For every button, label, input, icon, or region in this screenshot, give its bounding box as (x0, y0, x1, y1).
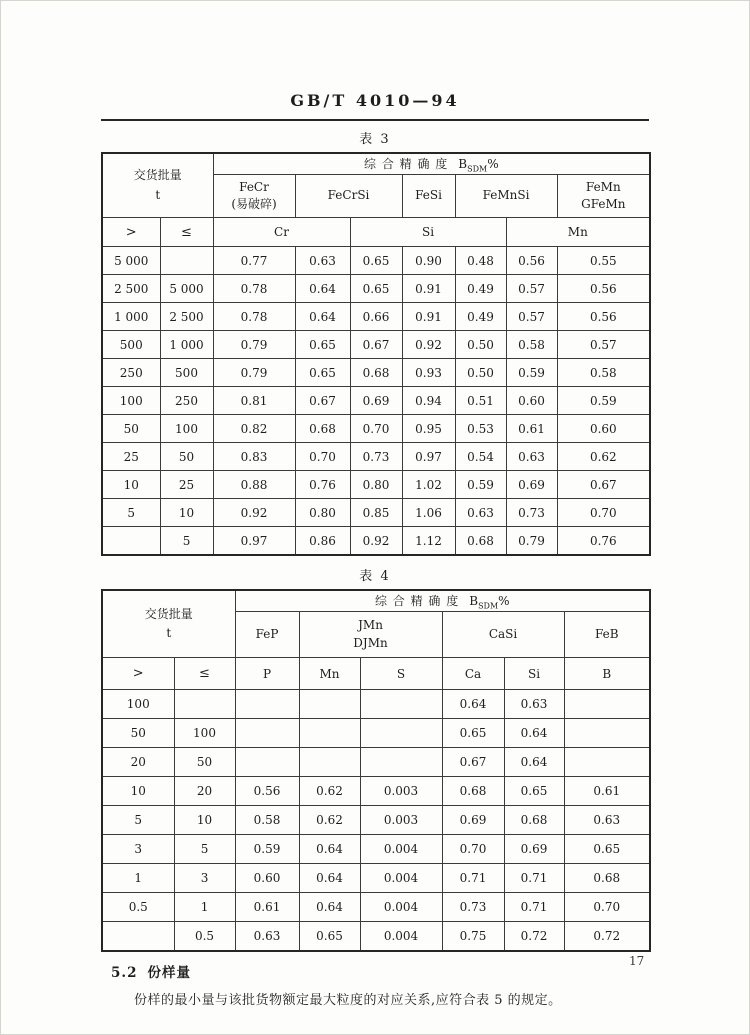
table-cell: 0.85 (350, 499, 402, 527)
table-cell: 0.63 (506, 443, 557, 471)
table-cell: 2 500 (160, 303, 213, 331)
batch-label: 交货批量 (144, 606, 193, 621)
table-cell: 0.64 (442, 690, 504, 719)
table-cell: 0.79 (213, 331, 295, 359)
table-cell: 0.60 (557, 415, 650, 443)
table-cell: 10 (174, 806, 235, 835)
table-cell: 0.97 (402, 443, 455, 471)
table-cell: 0.70 (564, 893, 650, 922)
table-row (102, 777, 650, 806)
table-cell: 0.88 (213, 471, 295, 499)
element-cr-header: Cr (213, 218, 350, 247)
header-rule (101, 119, 649, 121)
table4-header-row-3 (102, 658, 650, 690)
table-row (102, 499, 650, 527)
table-cell: 0.64 (299, 864, 360, 893)
table-cell: 0.59 (557, 387, 650, 415)
table-cell: 1 000 (102, 303, 160, 331)
table-cell: 0.004 (360, 922, 442, 952)
table3-caption: 表 3 (359, 132, 391, 147)
table-cell: 3 (102, 835, 174, 864)
greater-than-header: > (102, 218, 160, 247)
table-cell: 0.54 (455, 443, 506, 471)
table-cell: 0.79 (213, 359, 295, 387)
table-cell (235, 748, 299, 777)
element-ca-header: Ca (442, 658, 504, 690)
table-cell (360, 690, 442, 719)
table-cell: 50 (174, 748, 235, 777)
table-cell: 0.67 (557, 471, 650, 499)
table-cell: 0.64 (299, 835, 360, 864)
table-row (102, 922, 650, 952)
table-cell (360, 748, 442, 777)
table-cell: 0.65 (564, 835, 650, 864)
precision-symbol: B (469, 593, 479, 608)
section-5-2 (101, 961, 649, 1008)
table-cell: 0.65 (350, 275, 402, 303)
table-cell: 0.90 (402, 247, 455, 275)
alloy-femnsi (455, 175, 557, 218)
table4-batch-header (102, 590, 235, 658)
table-cell (564, 690, 650, 719)
table3-header-row-3 (102, 218, 650, 247)
table-cell: 0.76 (557, 527, 650, 556)
table-cell: 0.68 (350, 359, 402, 387)
table-cell: 0.65 (442, 719, 504, 748)
table-cell (360, 719, 442, 748)
table-cell: 0.59 (455, 471, 506, 499)
table-cell: 250 (160, 387, 213, 415)
precision-percent: % (498, 593, 510, 608)
table-cell: 0.5 (102, 893, 174, 922)
table-cell: 0.63 (235, 922, 299, 952)
table-cell: 0.69 (504, 835, 564, 864)
alloy-feb (564, 612, 650, 658)
table-cell: 0.63 (295, 247, 350, 275)
table-cell: 0.62 (299, 806, 360, 835)
table-cell: 0.58 (557, 359, 650, 387)
table-row (102, 303, 650, 331)
less-equal-header: ≤ (174, 658, 235, 690)
table-row (102, 690, 650, 719)
alloy-jmn-djmn (299, 612, 442, 658)
table4-precision-header (235, 590, 650, 612)
table-cell: 0.70 (442, 835, 504, 864)
batch-unit: t (166, 626, 172, 640)
table-cell: 0.65 (299, 922, 360, 952)
table-cell: 0.57 (506, 275, 557, 303)
table-cell: 0.65 (295, 359, 350, 387)
table-cell: 0.63 (504, 690, 564, 719)
table3 (101, 152, 651, 556)
table-cell: 25 (102, 443, 160, 471)
table-cell: 250 (102, 359, 160, 387)
table-cell: 0.64 (295, 275, 350, 303)
table-cell: 0.004 (360, 835, 442, 864)
table3-header-row-1 (102, 153, 650, 175)
table-cell: 20 (102, 748, 174, 777)
table-cell: 0.61 (506, 415, 557, 443)
table-cell: 1.06 (402, 499, 455, 527)
table-row (102, 387, 650, 415)
alloy-fep (235, 612, 299, 658)
table-cell: 0.69 (442, 806, 504, 835)
table-cell: 0.003 (360, 806, 442, 835)
alloy-casi (442, 612, 564, 658)
table-cell: 0.65 (350, 247, 402, 275)
element-mn-header: Mn (299, 658, 360, 690)
alloy-line1: FeCrSi (327, 188, 370, 203)
alloy-line1: FeSi (415, 188, 442, 203)
table-row (102, 443, 650, 471)
table-cell: 100 (174, 719, 235, 748)
table-cell (299, 719, 360, 748)
table-cell: 500 (102, 331, 160, 359)
alloy-line1: FeCr (239, 179, 269, 194)
table-cell: 0.67 (442, 748, 504, 777)
table-cell: 0.70 (295, 443, 350, 471)
table-cell: 10 (102, 471, 160, 499)
table-cell: 0.68 (455, 527, 506, 556)
table4-header-row-1 (102, 590, 650, 612)
table-cell (174, 690, 235, 719)
alloy-line1: FeP (255, 626, 279, 641)
table-cell: 0.5 (174, 922, 235, 952)
table-cell: 0.83 (213, 443, 295, 471)
alloy-line1: FeB (594, 626, 619, 641)
table-cell: 0.59 (506, 359, 557, 387)
table-cell (102, 922, 174, 952)
table-row (102, 331, 650, 359)
element-si-header: Si (350, 218, 506, 247)
table-row (102, 415, 650, 443)
table-cell: 1 (102, 864, 174, 893)
section-number: 5.2 (111, 965, 138, 981)
table-cell: 0.56 (557, 303, 650, 331)
table-cell: 0.68 (564, 864, 650, 893)
table-cell: 0.71 (504, 893, 564, 922)
alloy-line1: CaSi (488, 626, 518, 641)
precision-subscript: SDM (478, 601, 499, 611)
alloy-line2: DJMn (353, 635, 388, 650)
table-cell: 0.92 (213, 499, 295, 527)
greater-than-header: > (102, 658, 174, 690)
table-cell: 1.12 (402, 527, 455, 556)
table-cell: 0.53 (455, 415, 506, 443)
table-cell: 0.71 (442, 864, 504, 893)
table3-body (102, 247, 650, 556)
table4-body (102, 690, 650, 952)
table-cell: 1.02 (402, 471, 455, 499)
alloy-line1: JMn (358, 618, 383, 633)
table-cell: 0.58 (506, 331, 557, 359)
standard-code: GB/T 4010—94 (290, 91, 460, 110)
element-p-header: P (235, 658, 299, 690)
table-cell: 0.82 (213, 415, 295, 443)
table-cell: 0.80 (295, 499, 350, 527)
table-cell (564, 719, 650, 748)
table-cell: 0.63 (455, 499, 506, 527)
table-cell: 0.60 (235, 864, 299, 893)
table-cell: 0.62 (557, 443, 650, 471)
table-cell: 0.57 (557, 331, 650, 359)
alloy-fecr (213, 175, 295, 218)
table-cell: 0.58 (235, 806, 299, 835)
table-cell: 0.73 (506, 499, 557, 527)
table-cell: 0.64 (504, 748, 564, 777)
table-cell: 0.68 (442, 777, 504, 806)
table-cell: 0.73 (350, 443, 402, 471)
table-cell: 0.93 (402, 359, 455, 387)
table-cell: 0.94 (402, 387, 455, 415)
table-cell: 0.68 (504, 806, 564, 835)
table-cell: 0.51 (455, 387, 506, 415)
table-cell: 0.004 (360, 864, 442, 893)
table-cell: 0.62 (299, 777, 360, 806)
table-cell: 0.56 (506, 247, 557, 275)
precision-zh: 综 合 精 确 度 (374, 593, 460, 608)
table-cell: 0.61 (564, 777, 650, 806)
table-row (102, 893, 650, 922)
table-cell: 0.67 (295, 387, 350, 415)
table-cell: 0.72 (564, 922, 650, 952)
table-cell: 0.67 (350, 331, 402, 359)
table-cell: 0.79 (506, 527, 557, 556)
table-cell (299, 748, 360, 777)
table-cell: 0.76 (295, 471, 350, 499)
table-cell: 0.69 (506, 471, 557, 499)
table-row (102, 275, 650, 303)
element-b-header: B (564, 658, 650, 690)
table-cell: 5 000 (160, 275, 213, 303)
table-cell: 0.78 (213, 303, 295, 331)
table-cell: 0.81 (213, 387, 295, 415)
precision-subscript: SDM (467, 164, 488, 174)
table-cell: 20 (174, 777, 235, 806)
table-cell: 0.56 (235, 777, 299, 806)
table-cell: 0.75 (442, 922, 504, 952)
table-cell: 10 (160, 499, 213, 527)
table-cell: 50 (160, 443, 213, 471)
page-content (101, 1, 649, 1008)
table-cell: 0.65 (295, 331, 350, 359)
table-cell (102, 527, 160, 556)
table-cell: 0.49 (455, 275, 506, 303)
table-cell: 25 (160, 471, 213, 499)
table-cell: 100 (160, 415, 213, 443)
table-cell: 50 (102, 719, 174, 748)
table-cell: 0.004 (360, 893, 442, 922)
table-row (102, 748, 650, 777)
table-cell: 0.64 (295, 303, 350, 331)
table-cell: 0.70 (350, 415, 402, 443)
table-cell: 0.50 (455, 331, 506, 359)
table-cell: 0.68 (295, 415, 350, 443)
table-cell: 0.57 (506, 303, 557, 331)
table3-batch-header (102, 153, 213, 218)
table-cell: 0.92 (402, 331, 455, 359)
table-cell: 50 (102, 415, 160, 443)
table-cell: 0.63 (564, 806, 650, 835)
table-cell (299, 690, 360, 719)
table-row (102, 864, 650, 893)
table-cell: 5 (102, 806, 174, 835)
batch-label: 交货批量 (133, 168, 182, 183)
table-cell: 100 (102, 387, 160, 415)
table-cell: 0.50 (455, 359, 506, 387)
table-cell: 0.49 (455, 303, 506, 331)
table-cell: 0.91 (402, 275, 455, 303)
table-cell: 500 (160, 359, 213, 387)
table-cell: 0.64 (299, 893, 360, 922)
table-cell: 0.80 (350, 471, 402, 499)
table3-precision-header (213, 153, 650, 175)
alloy-line2: (易破碎) (231, 197, 277, 211)
alloy-fesi (402, 175, 455, 218)
table-cell: 0.55 (557, 247, 650, 275)
alloy-femn-gfemn (557, 175, 650, 218)
table-cell (160, 247, 213, 275)
table-cell (235, 719, 299, 748)
table-cell: 0.65 (504, 777, 564, 806)
table-row (102, 247, 650, 275)
table-cell: 0.92 (350, 527, 402, 556)
element-si-header: Si (504, 658, 564, 690)
table-cell: 0.78 (213, 275, 295, 303)
table-row (102, 806, 650, 835)
table-cell (235, 690, 299, 719)
less-equal-header: ≤ (160, 218, 213, 247)
table-cell: 0.72 (504, 922, 564, 952)
precision-percent: % (487, 156, 499, 171)
table-cell: 0.48 (455, 247, 506, 275)
table-cell: 1 (174, 893, 235, 922)
table-row (102, 359, 650, 387)
table-cell: 5 (160, 527, 213, 556)
element-mn-header: Mn (506, 218, 650, 247)
table-cell: 0.69 (350, 387, 402, 415)
table-cell: 1 000 (160, 331, 213, 359)
table-cell: 0.95 (402, 415, 455, 443)
table-row (102, 527, 650, 556)
table-cell: 5 (174, 835, 235, 864)
table-cell: 0.91 (402, 303, 455, 331)
section-body-text: 份样的最小量与该批货物额定最大粒度的对应关系,应符合表 5 的规定。 (134, 993, 562, 1008)
table-cell (564, 748, 650, 777)
element-s-header: S (360, 658, 442, 690)
table-cell: 0.60 (506, 387, 557, 415)
table-cell: 0.64 (504, 719, 564, 748)
table-cell: 0.56 (557, 275, 650, 303)
table-cell: 10 (102, 777, 174, 806)
table-cell: 0.86 (295, 527, 350, 556)
table-cell: 0.70 (557, 499, 650, 527)
table4 (101, 589, 651, 952)
table4-caption: 表 4 (359, 569, 391, 584)
table-row (102, 471, 650, 499)
alloy-line1: FeMn (585, 179, 621, 194)
table-cell: 2 500 (102, 275, 160, 303)
alloy-line1: FeMnSi (482, 188, 530, 203)
alloy-line2: GFeMn (581, 197, 626, 211)
precision-zh: 综 合 精 确 度 (364, 156, 449, 171)
table-cell: 5 (102, 499, 160, 527)
table-cell: 5 000 (102, 247, 160, 275)
precision-symbol: B (458, 156, 468, 171)
table-cell: 0.97 (213, 527, 295, 556)
table-row (102, 719, 650, 748)
section-title: 份样量 (147, 965, 191, 981)
table-cell: 3 (174, 864, 235, 893)
table-cell: 0.61 (235, 893, 299, 922)
table-cell: 0.59 (235, 835, 299, 864)
batch-unit: t (155, 187, 161, 202)
table-cell: 0.71 (504, 864, 564, 893)
table-cell: 0.003 (360, 777, 442, 806)
table-cell: 0.73 (442, 893, 504, 922)
table-cell: 100 (102, 690, 174, 719)
table-row (102, 835, 650, 864)
section-heading (111, 961, 649, 981)
alloy-fecrsi (295, 175, 402, 218)
table-cell: 0.66 (350, 303, 402, 331)
table-cell: 0.77 (213, 247, 295, 275)
page-number: 17 (629, 954, 645, 968)
